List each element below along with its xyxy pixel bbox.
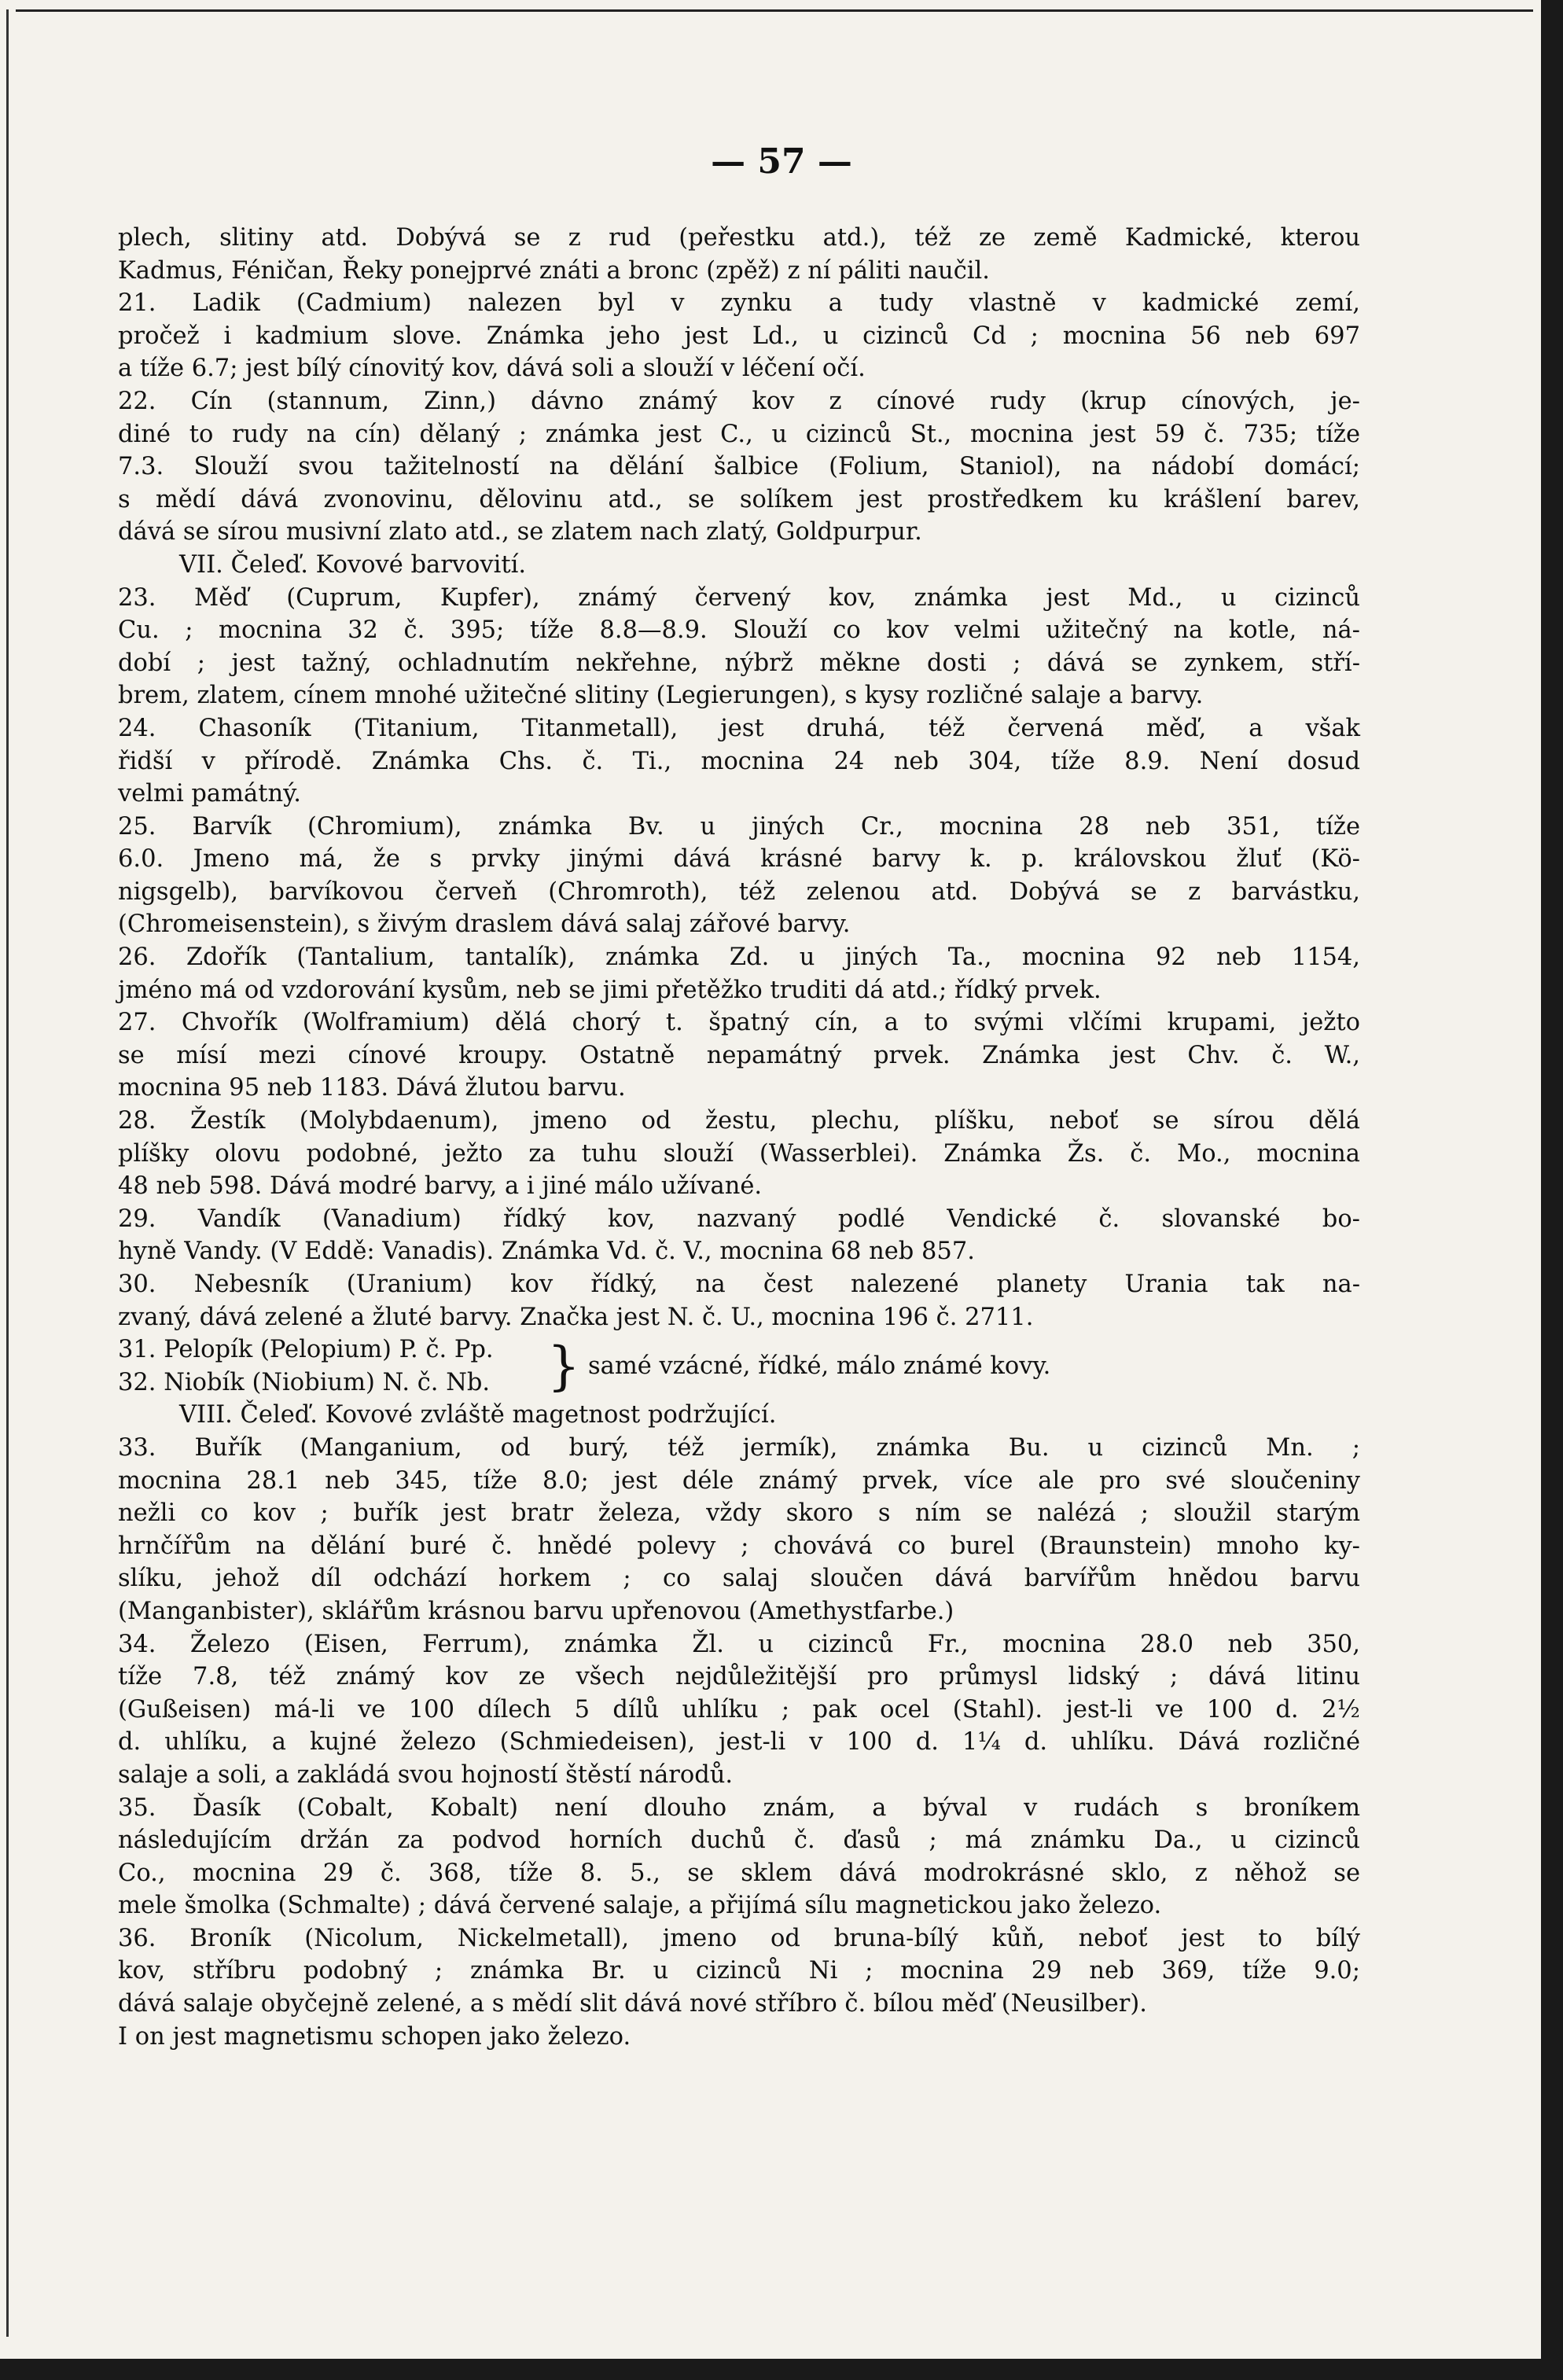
- text-line: 23. Měď (Cuprum, Kupfer), známý červený kov, známka jest Md., u cizinců: [118, 583, 1360, 612]
- text-line: I on jest magnetismu schopen jako železo.: [118, 2022, 631, 2051]
- text-line: řidší v přírodě. Známka Chs. č. Ti., mocnina 24 neb 304, tíže 8.9. Není dosud: [118, 747, 1360, 775]
- text-line: (Gußeisen) má-li ve 100 dílech 5 dílů uhlíku ; pak ocel (Stahl). jest-li ve 100 d. 2½: [118, 1695, 1360, 1723]
- text-line: 30. Nebesník (Uranium) kov řídký, na čest nalezené planety Urania tak na-: [118, 1271, 1360, 1298]
- page-number: — 57 —: [711, 142, 852, 182]
- text-line: 24. Chasoník (Titanium, Titanmetall), jest druhá, též červená měď, a však: [118, 714, 1360, 742]
- text-line: následujícím držán za podvod horních duchů č. ďasů ; má známku Da., u cizinců: [118, 1826, 1360, 1855]
- left-border-line: [6, 9, 9, 2337]
- text-line: salaje a soli, a zakládá svou hojností štěstí národů.: [118, 1760, 734, 1789]
- text-line: diné to rudy na cín) dělaný ; známka jest C., u cizinců St., mocnina jest 59 č. 735; tíže: [118, 420, 1360, 448]
- text-line: 34. Železo (Eisen, Ferrum), známka Žl. u cizinců Fr., mocnina 28.0 neb 350,: [118, 1630, 1360, 1658]
- text-line: 7.3. Slouží svou tažitelností na dělání šalbice (Folium, Staniol), na nádobí domácí;: [118, 453, 1360, 481]
- text-line: slíku, jehož díl odchází horkem ; co salaj sloučen dává barvířům hnědou barvu: [118, 1565, 1360, 1593]
- text-line: (Chromeisenstein), s živým draslem dává salaj zářové barvy.: [118, 910, 851, 939]
- text-line: 27. Chvořík (Wolframium) dělá chorý t. špatný cín, a to svými vlčími krupami, ježto: [118, 1009, 1360, 1037]
- text-line: kov, stříbru podobný ; známka Br. u cizinců Ni ; mocnina 29 neb 369, tíže 9.0;: [118, 1957, 1360, 1985]
- section-heading: VIII. Čeleď. Kovové zvláště magetnost podržující.: [179, 1401, 777, 1429]
- text-line: se mísí mezi cínové kroupy. Ostatně nepamátný prvek. Známka jest Chv. č. W.,: [118, 1041, 1360, 1069]
- text-line: (Manganbister), sklářům krásnou barvu upřenovou (Amethystfarbe.): [118, 1597, 954, 1625]
- text-line: Cu. ; mocnina 32 č. 395; tíže 8.8—8.9. Slouží co kov velmi užitečný na kotle, ná-: [118, 616, 1360, 645]
- bracket-group-items: [118, 1333, 558, 1399]
- text-line: mocnina 95 neb 1183. Dává žlutou barvu.: [118, 1074, 626, 1102]
- text-line: mocnina 28.1 neb 345, tíže 8.0; jest déle známý prvek, více ale pro své sloučeniny: [118, 1466, 1360, 1495]
- top-border-line: [16, 9, 1533, 12]
- text-line: a tíže 6.7; jest bílý cínovitý kov, dává soli a slouží v léčení očí.: [118, 355, 866, 383]
- text-line: 31. Pelopík (Pelopium) P. č. Pp.: [118, 1336, 494, 1364]
- text-line: 32. Niobík (Niobium) N. č. Nb.: [118, 1368, 491, 1396]
- body-text: [118, 222, 1360, 2053]
- text-line: nežli co kov ; buřík jest bratr železa, vždy skoro s ním se nalézá ; sloužil starým: [118, 1499, 1360, 1528]
- text-line: 28. Žestík (Molybdaenum), jmeno od žestu, plechu, plíšku, neboť se sírou dělá: [118, 1107, 1360, 1135]
- text-line: 26. Zdořík (Tantalium, tantalík), známka Zd. u jiných Ta., mocnina 92 neb 1154,: [118, 944, 1360, 972]
- text-line: jméno má od vzdorování kysům, neb se jimi přetěžko truditi dá atd.; řídký prvek.: [118, 976, 1101, 1004]
- text-line: 6.0. Jmeno má, že s prvky jinými dává krásné barvy k. p. královskou žluť (Kö-: [118, 845, 1360, 874]
- text-block-2: [118, 1399, 1360, 2053]
- text-line: 25. Barvík (Chromium), známka Bv. u jiných Cr., mocnina 28 neb 351, tíže: [118, 812, 1360, 841]
- text-line: hyně Vandy. (V Eddě: Vanadis). Známka Vd. č. V., mocnina 68 neb 857.: [118, 1238, 975, 1266]
- text-line: hrnčířům na dělání buré č. hnědé polevy ; chovává co burel (Braunstein) mnoho ky-: [118, 1532, 1360, 1560]
- text-line: 21. Ladik (Cadmium) nalezen byl v zynku a tudy vlastně v kadmické zemí,: [118, 289, 1360, 318]
- text-line: dává salaje obyčejně zelené, a s mědí slit dává nové stříbro č. bílou měď (Neusilber).: [118, 1990, 1147, 2018]
- text-line: zvaný, dává zelené a žluté barvy. Značka jest N. č. U., mocnina 196 č. 2711.: [118, 1303, 1034, 1331]
- section-heading: VII. Čeleď. Kovové barvovití.: [179, 550, 527, 579]
- text-line: 22. Cín (stannum, Zinn,) dávno známý kov z cínové rudy (krup cínových, je-: [118, 387, 1360, 415]
- text-line: 36. Broník (Nicolum, Nickelmetall), jmeno od bruna-bílý kůň, neboť jest to bílý: [118, 1924, 1360, 1952]
- text-line: dává se sírou musivní zlato atd., se zlatem nach zlatý, Goldpurpur.: [118, 518, 922, 546]
- text-line: d. uhlíku, a kujné železo (Schmiedeisen), jest-li v 100 d. 1¼ d. uhlíku. Dává rozličné: [118, 1728, 1360, 1756]
- text-line: pročež i kadmium slove. Známka jeho jest Ld., u cizinců Cd ; mocnina 56 neb 697: [118, 322, 1360, 350]
- text-line: velmi památný.: [118, 780, 301, 808]
- text-line: plíšky olovu podobné, ježto za tuhu slouží (Wasserblei). Známka Žs. č. Mo., mocnina: [118, 1139, 1360, 1168]
- text-line: Kadmus, Féničan, Řeky ponejprvé znáti a bronc (zpěž) z ní páliti naučil.: [118, 256, 990, 285]
- text-block-1: [118, 222, 1360, 1333]
- text-line: s mědí dává zvonovinu, dělovinu atd., se solíkem jest prostředkem ku krášlení barev,: [118, 485, 1360, 513]
- text-line: tíže 7.8, též známý kov ze všech nejdůležitější pro průmysl lidský ; dává litinu: [118, 1663, 1360, 1691]
- text-line: dobí ; jest tažný, ochladnutím nekřehne, nýbrž měkne dosti ; dává se zynkem, stří-: [118, 649, 1360, 677]
- text-line: 29. Vandík (Vanadium) řídký kov, nazvaný podlé Vendické č. slovanské bo-: [118, 1205, 1360, 1233]
- bracket-group: [118, 1333, 1360, 1399]
- text-line: brem, zlatem, cínem mnohé užitečné slitiny (Legierungen), s kysy rozličné salaje a barvy.: [118, 682, 1204, 710]
- text-line: nigsgelb), barvíkovou červeň (Chromroth), též zelenou atd. Dobývá se z barvástku,: [118, 877, 1360, 906]
- text-line: 33. Buřík (Manganium, od burý, též jermík), známka Bu. u cizinců Mn. ;: [118, 1433, 1360, 1462]
- curly-brace-icon: }: [547, 1335, 580, 1396]
- text-line: Co., mocnina 29 č. 368, tíže 8. 5., se sklem dává modrokrásné sklo, z něhož se: [118, 1859, 1360, 1887]
- text-line: plech, slitiny atd. Dobývá se z rud (peřestku atd.), též ze země Kadmické, kterou: [118, 224, 1360, 252]
- text-line: 35. Ďasík (Cobalt, Kobalt) není dlouho znám, a býval v rudách s broníkem: [118, 1793, 1360, 1822]
- text-line: mele šmolka (Schmalte) ; dává červené salaje, a přijímá sílu magnetickou jako železo.: [118, 1892, 1162, 1920]
- bracket-group-note: samé vzácné, řídké, málo známé kovy.: [588, 1352, 1051, 1380]
- text-line: 48 neb 598. Dává modré barvy, a i jiné málo užívané.: [118, 1172, 763, 1201]
